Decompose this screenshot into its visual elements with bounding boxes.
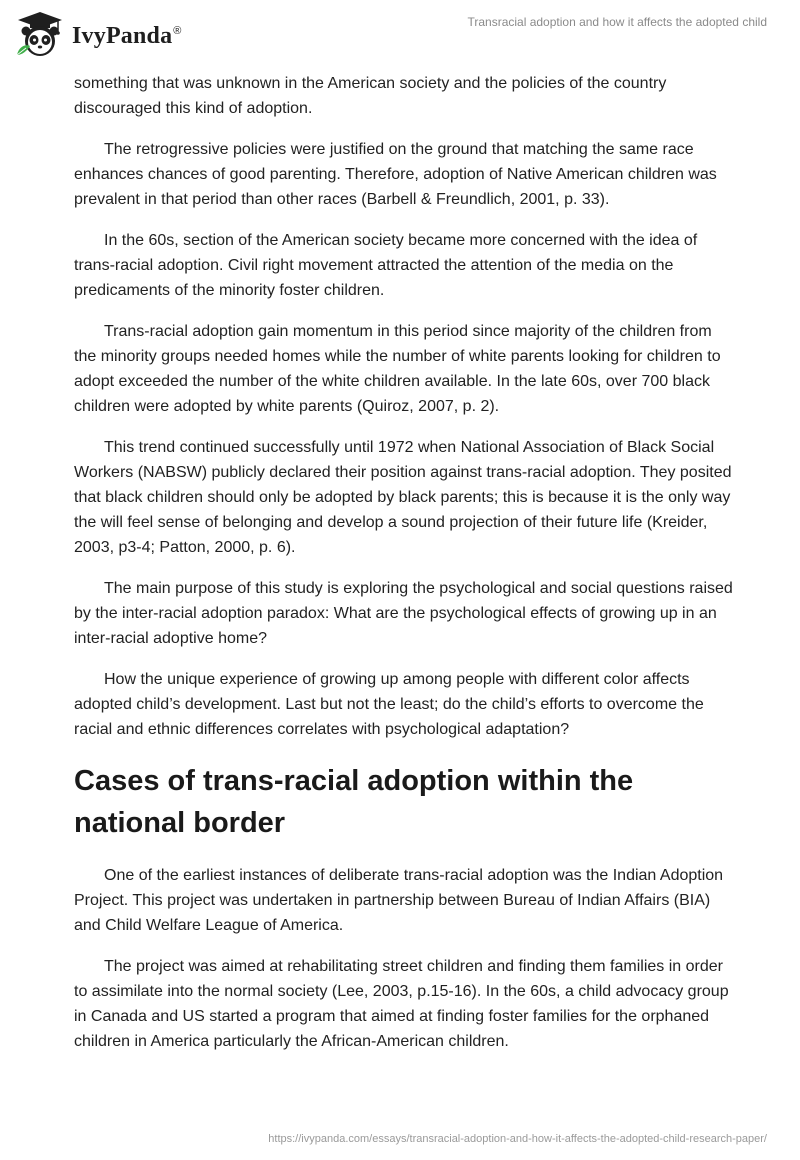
paragraph: The main purpose of this study is exploring the psychological and social questions raised by the inter-racial adoption paradox: What are the psychological effects of growing up in an inter-racial adoptive home? [74,580,733,647]
paragraph: The project was aimed at rehabilitating street children and finding them families in order to assimilate into the normal society (Lee, 2003, p.15-16). In the 60s, a child advocacy group in Canada and US started a program that aimed at finding foster families for the orphaned children in America particularly the African-American children. [74,958,729,1050]
paragraph: Trans-racial adoption gain momentum in this period since majority of the children from the minority groups needed homes while the number of white parents looking for children to adopt exceeded the number of the white children available. In the late 60s, over 700 black children were adopted by white parents (Quiroz, 2007, p. 2). [74,323,721,415]
article-body [74,71,734,1070]
document-title: Transracial adoption and how it affects the adopted child [467,15,767,29]
source-url[interactable]: https://ivypanda.com/essays/transracial-adoption-and-how-it-affects-the-adopted-child-research-paper/ [268,1133,767,1145]
ivypanda-logo[interactable] [14,10,182,60]
registered-mark: ® [173,24,182,37]
brand-name [72,23,182,50]
panda-logo-icon [14,10,66,60]
paragraph: One of the earliest instances of deliberate trans-racial adoption was the Indian Adoption Project. This project was undertaken in partnership between Bureau of Indian Affairs (BIA) and Child Welfare League of America. [74,867,724,934]
paragraph: How the unique experience of growing up among people with different color affects adopted child’s development. Last but not the least; do the child’s efforts to overcome the racial and ethnic differences correlates with psychological adaptation? [74,671,704,738]
brand-text: IvyPanda [72,22,173,49]
paragraph: The retrogressive policies were justified on the ground that matching the same race enhances chances of good parenting. Therefore, adoption of Native American children was prevalent in that period than other races (Barbell & Freundlich, 2001, p. 33). [74,141,717,208]
section-heading: Cases of trans-racial adoption within the national border [74,765,634,839]
page-header [0,0,800,72]
paragraph: This trend continued successfully until 1972 when National Association of Black Social Workers (NABSW) publicly declared their position against trans-racial adoption. They posited that black children should only be adopted by black parents; this is because it is the only way the will feel sense of belonging and develop a sound projection of their future life (Kreider, 2003, p3-4; Patton, 2000, p. 6). [74,439,732,556]
paragraph: In the 60s, section of the American society became more concerned with the idea of trans-racial adoption. Civil right movement attracted the attention of the media on the predicaments of the minority foster children. [74,232,698,299]
paragraph: something that was unknown in the American society and the policies of the country discouraged this kind of adoption. [74,75,667,117]
